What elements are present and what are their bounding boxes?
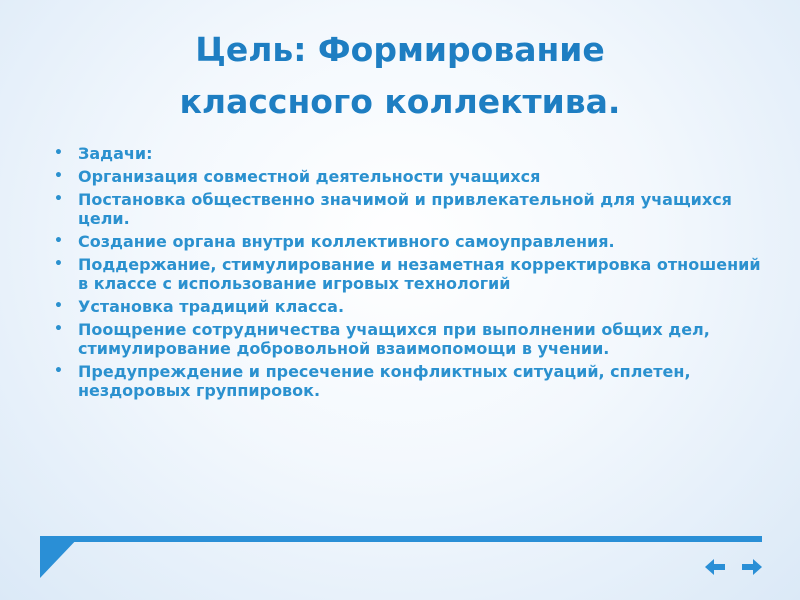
bullet-list [48, 144, 768, 404]
bullet-icon: • [54, 321, 63, 337]
bullet-icon: • [54, 298, 63, 314]
bullet-icon: • [54, 145, 63, 161]
list-item-text: Задачи: [78, 144, 153, 163]
bullet-icon: • [54, 191, 63, 207]
list-item-text: Предупреждение и пресечение конфликтных ситуаций, сплетен, нездоровых группировок. [78, 362, 691, 400]
list-item [48, 232, 768, 251]
list-item [48, 144, 768, 163]
bullet-icon: • [54, 168, 63, 184]
footer-corner-triangle [40, 536, 80, 578]
list-item [48, 297, 768, 316]
list-item-text: Создание органа внутри коллективного самоуправления. [78, 232, 615, 251]
list-item-text: Поддержание, стимулирование и незаметная корректировка отношений в классе с использование игровых технологий [78, 255, 761, 293]
list-item-text: Установка традиций класса. [78, 297, 345, 316]
list-item [48, 167, 768, 186]
title-line-1: Цель: Формирование [195, 30, 605, 69]
list-item-text: Организация совместной деятельности учащихся [78, 167, 541, 186]
list-item [48, 255, 768, 293]
bullet-icon: • [54, 363, 63, 379]
list-item [48, 320, 768, 358]
slide-title [60, 24, 740, 128]
arrow-right-icon[interactable] [741, 556, 763, 578]
bullet-icon: • [54, 233, 63, 249]
arrow-left-icon[interactable] [704, 556, 726, 578]
list-item [48, 190, 768, 228]
bullet-icon: • [54, 256, 63, 272]
list-item-text: Постановка общественно значимой и привлекательной для учащихся цели. [78, 190, 732, 228]
list-item-text: Поощрение сотрудничества учащихся при выполнении общих дел, стимулирование добровольной взаимопомощи в учении. [78, 320, 710, 358]
title-line-2: классного коллектива. [179, 82, 621, 121]
footer-line [40, 536, 762, 542]
list-item [48, 362, 768, 400]
